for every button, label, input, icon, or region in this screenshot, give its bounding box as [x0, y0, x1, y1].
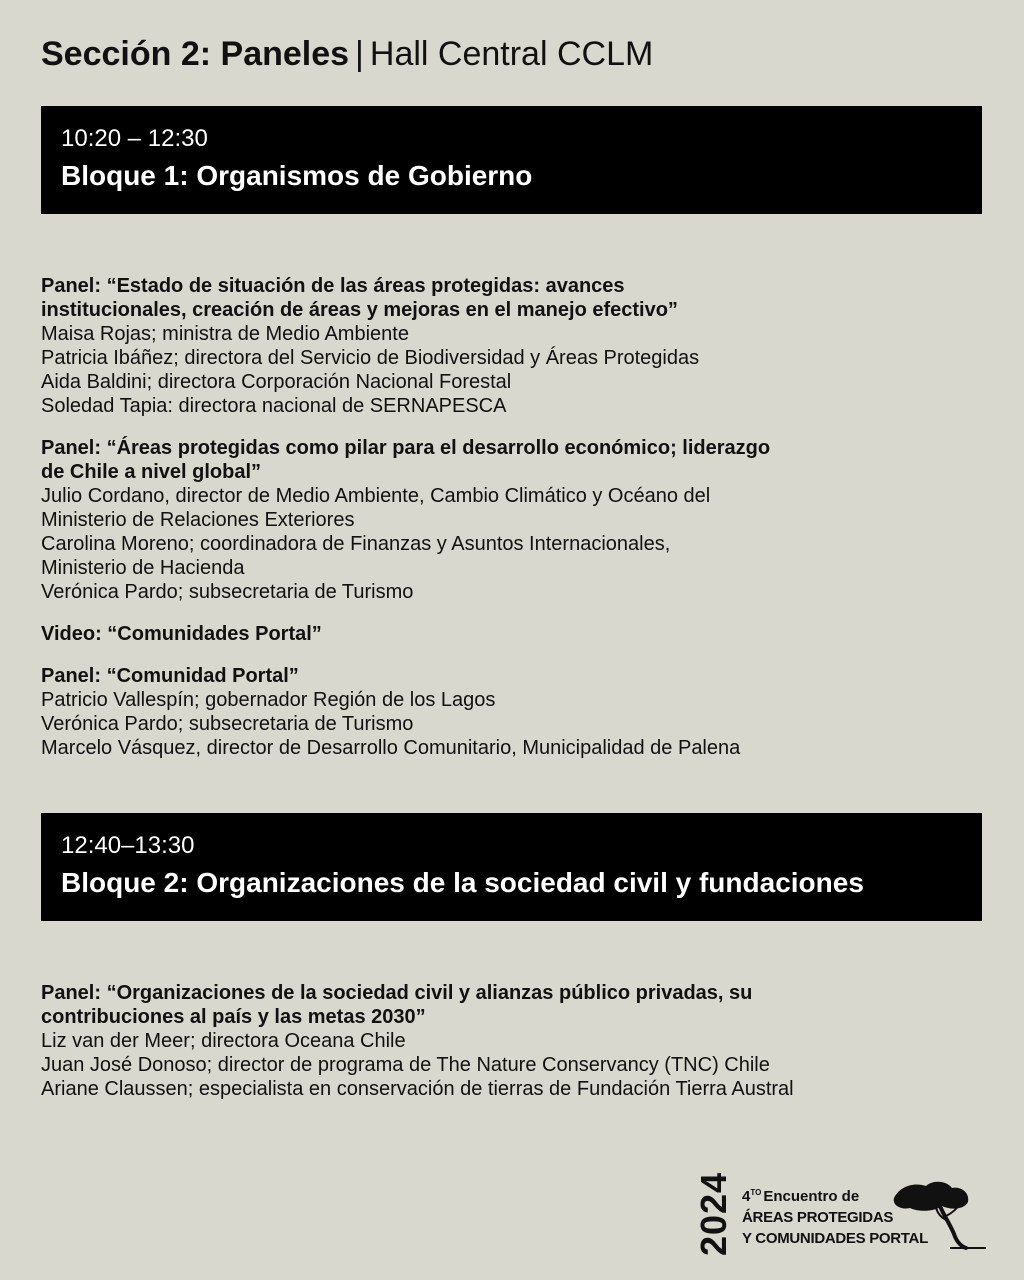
venue-label: Hall Central CCLM [369, 35, 654, 73]
panel-heading: de Chile a nivel global” [41, 461, 262, 483]
program-item [41, 664, 941, 760]
program-item [41, 981, 941, 1101]
event-line-3: Y COMUNIDADES PORTAL [742, 1230, 928, 1247]
speaker-line: Marcelo Vásquez, director de Desarrollo Comunitario, Municipalidad de Palena [41, 737, 741, 759]
panel-heading: Panel: “Áreas protegidas como pilar para el desarrollo económico; liderazgo [41, 437, 771, 459]
speaker-line: Carolina Moreno; coordinadora de Finanzas y Asuntos Internacionales, [41, 533, 671, 555]
speaker-line: Ministerio de Relaciones Exteriores [41, 509, 355, 531]
page-header [41, 30, 653, 78]
block-2-time: 12:40–13:30 [61, 832, 195, 859]
block-1-time: 10:20 – 12:30 [61, 125, 208, 152]
program-item [41, 622, 941, 646]
event-ordinal: 4 [742, 1188, 751, 1205]
header-separator: | [355, 35, 364, 73]
speaker-line: Liz van der Meer; directora Oceana Chile [41, 1030, 406, 1052]
program-item [41, 436, 941, 604]
panel-heading: contribuciones al país y las metas 2030” [41, 1006, 426, 1028]
speaker-line: Ariane Claussen; especialista en conservación de tierras de Fundación Tierra Austral [41, 1078, 794, 1100]
block-2-banner [41, 813, 982, 921]
event-ordinal-suffix: TO [750, 1188, 762, 1197]
speaker-line: Patricio Vallespín; gobernador Región de los Lagos [41, 689, 496, 711]
speaker-line: Juan José Donoso; director de programa de The Nature Conservancy (TNC) Chile [41, 1054, 770, 1076]
panel-heading: Panel: “Comunidad Portal” [41, 665, 299, 687]
program-item [41, 274, 941, 418]
speaker-line: Maisa Rojas; ministra de Medio Ambiente [41, 323, 409, 345]
panel-heading: Panel: “Estado de situación de las áreas protegidas: avances [41, 275, 625, 297]
speaker-line: Aida Baldini; directora Corporación Nacional Forestal [41, 371, 512, 393]
block-1-banner [41, 106, 982, 214]
event-line-2: ÁREAS PROTEGIDAS [742, 1209, 894, 1226]
event-year-text: 2024 [693, 1171, 734, 1257]
panel-heading: institucionales, creación de áreas y mejoras en el manejo efectivo” [41, 299, 678, 321]
event-year [693, 1171, 734, 1257]
block-2-title: Bloque 2: Organizaciones de la sociedad civil y fundaciones [61, 867, 864, 898]
block-1-program [41, 274, 941, 778]
event-line-1: Encuentro de [763, 1188, 860, 1205]
tree-icon [890, 1176, 990, 1252]
block-2-program [41, 981, 941, 1119]
block-1-title: Bloque 1: Organismos de Gobierno [61, 160, 533, 191]
speaker-line: Ministerio de Hacienda [41, 557, 245, 579]
speaker-line: Julio Cordano, director de Medio Ambiente, Cambio Climático y Océano del [41, 485, 711, 507]
panel-heading: Panel: “Organizaciones de la sociedad civil y alianzas público privadas, su [41, 982, 753, 1004]
speaker-line: Verónica Pardo; subsecretaria de Turismo [41, 581, 414, 603]
section-title: Sección 2: Paneles [41, 35, 350, 73]
speaker-line: Patricia Ibáñez; directora del Servicio de Biodiversidad y Áreas Protegidas [41, 347, 700, 369]
video-heading: Video: “Comunidades Portal” [41, 623, 322, 645]
event-logo [693, 1171, 994, 1257]
speaker-line: Verónica Pardo; subsecretaria de Turismo [41, 713, 414, 735]
speaker-line: Soledad Tapia: directora nacional de SERNAPESCA [41, 395, 507, 417]
